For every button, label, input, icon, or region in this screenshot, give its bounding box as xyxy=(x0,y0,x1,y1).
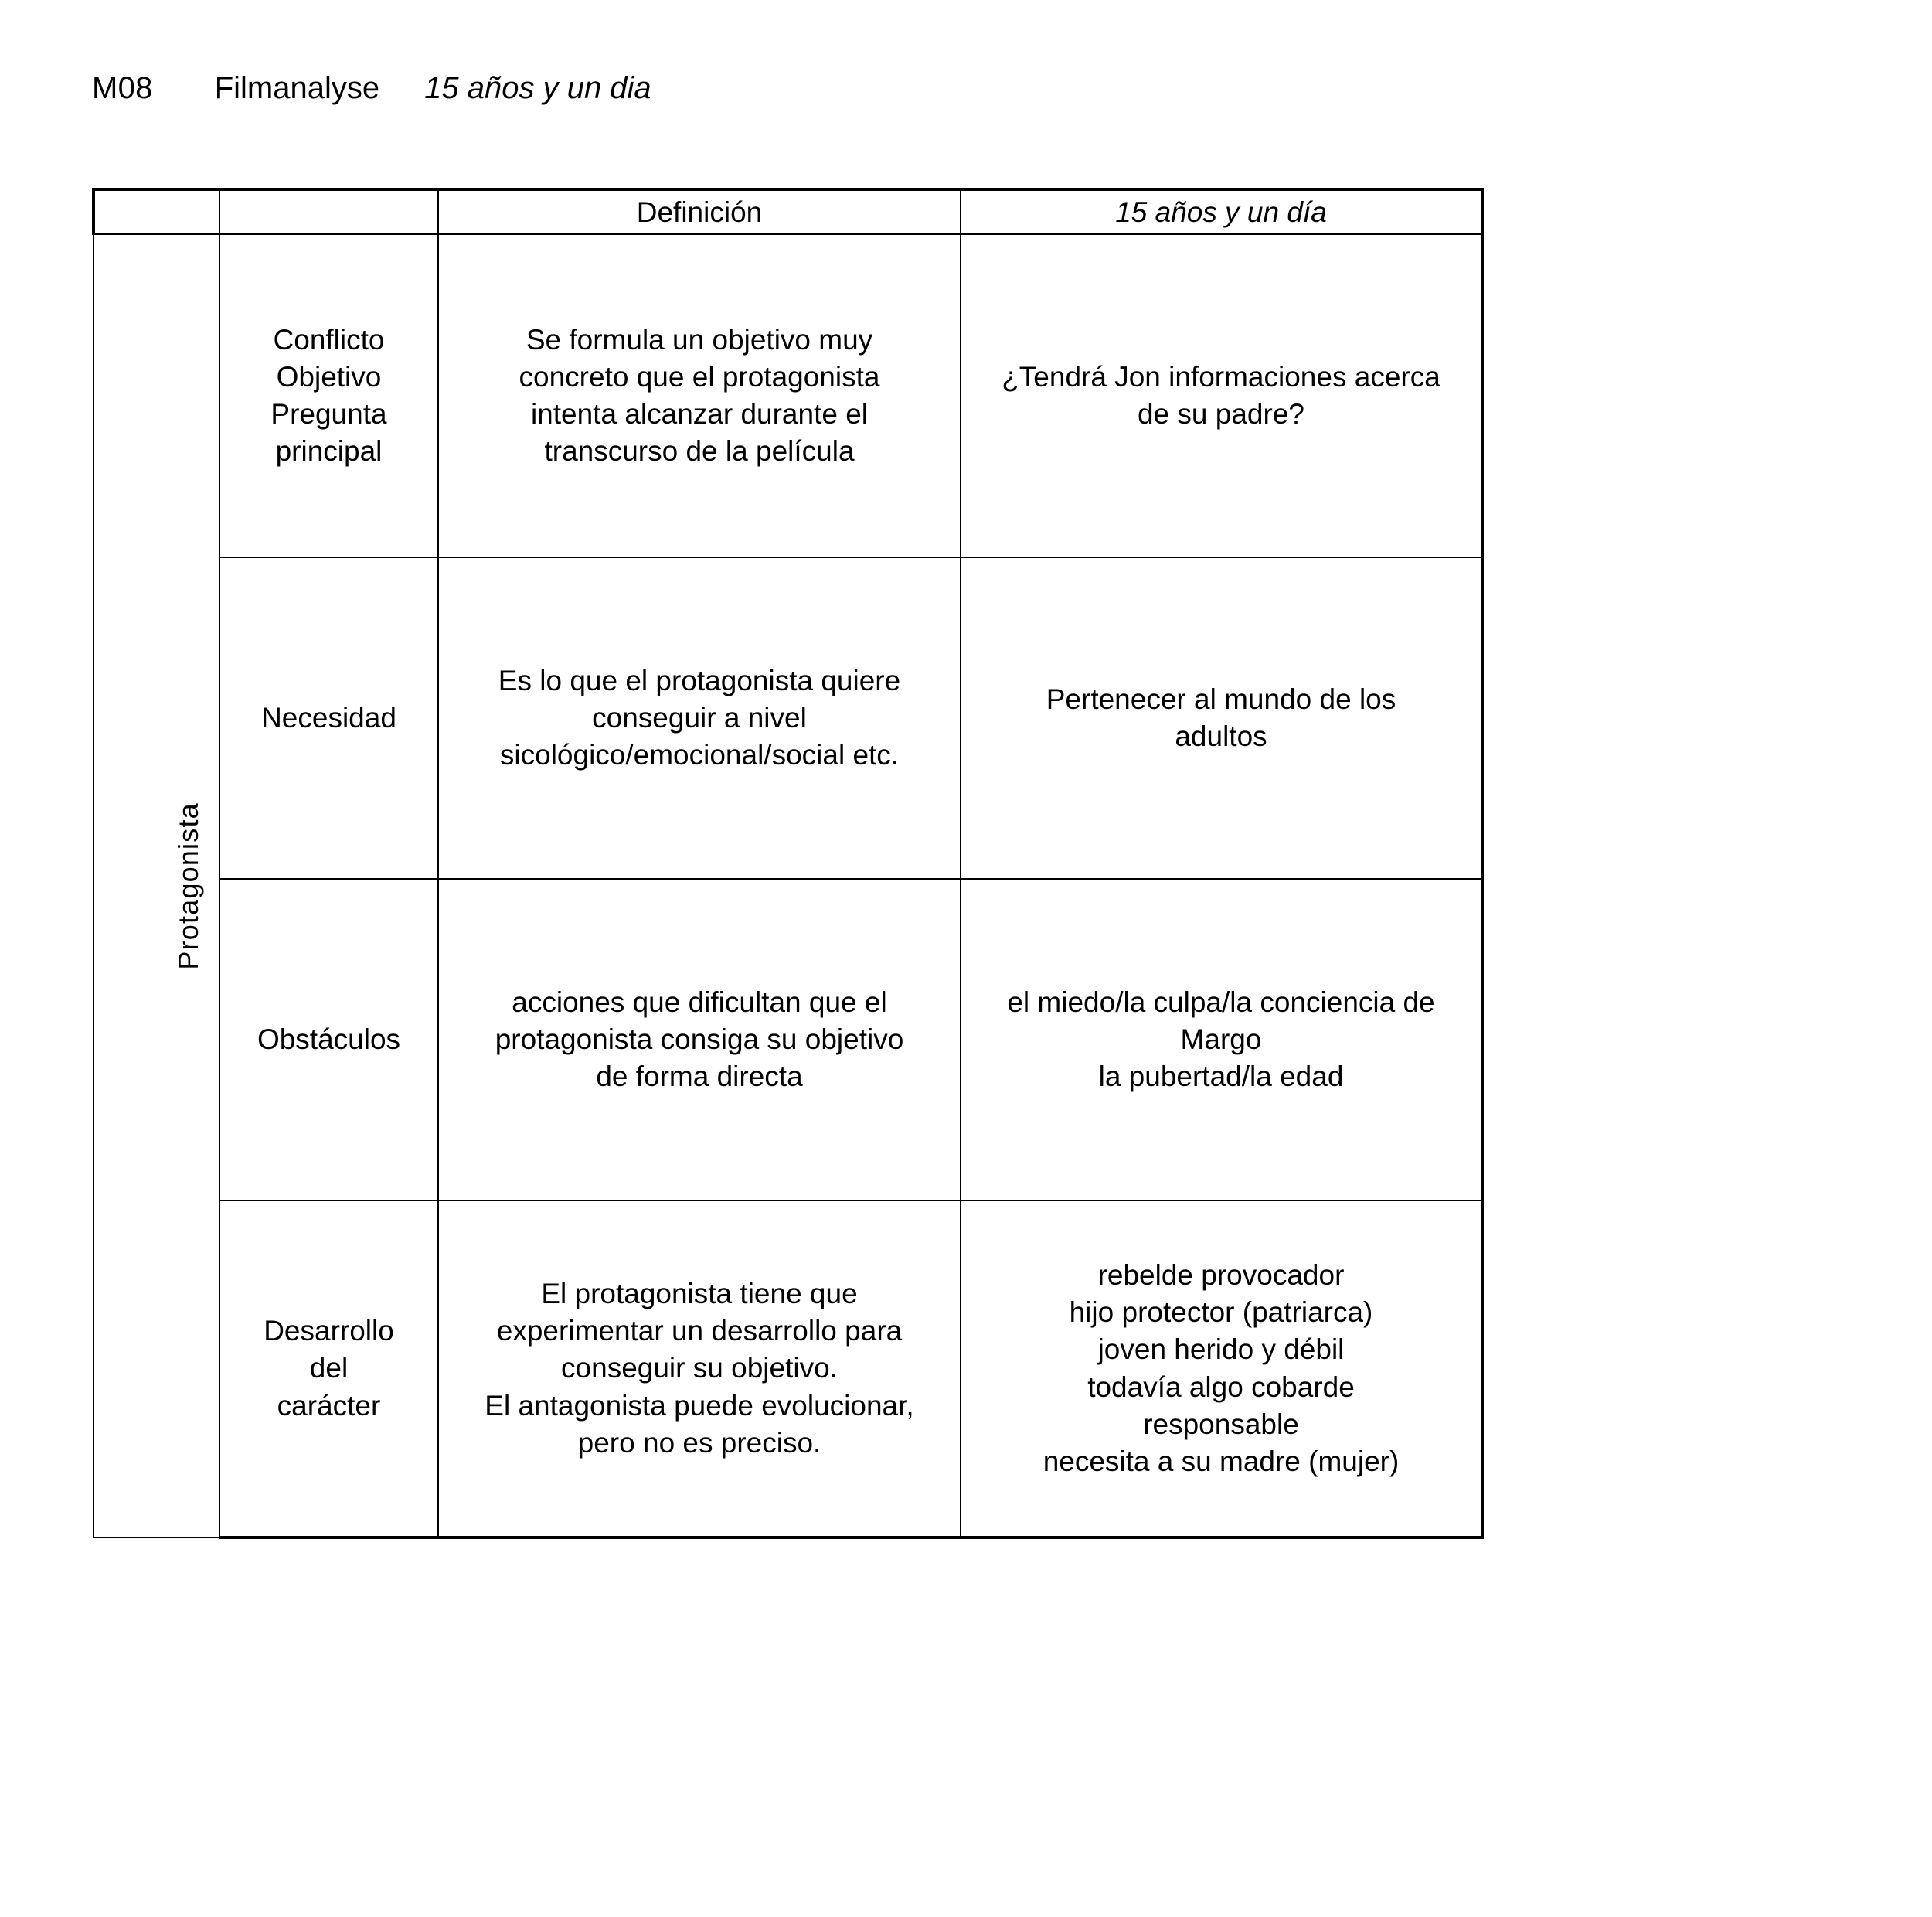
film-cell xyxy=(961,557,1482,879)
table-row xyxy=(94,1200,1482,1537)
cell-line: hijo protector (patriarca) xyxy=(1069,1296,1373,1329)
cell-line: conseguir su objetivo. xyxy=(561,1352,838,1384)
cell-line: sicológico/emocional/social etc. xyxy=(499,739,900,771)
table-row xyxy=(94,879,1482,1200)
definition-cell xyxy=(438,879,961,1200)
cell-line: carácter xyxy=(277,1389,381,1422)
subject-label: Filmanalyse xyxy=(214,71,380,105)
cell-line: concreto que el protagonista xyxy=(519,360,880,393)
definition-cell xyxy=(438,557,961,879)
header-cell-definition: Definición xyxy=(438,189,961,234)
cell-line: del xyxy=(309,1352,349,1384)
definition-cell xyxy=(438,234,961,557)
cell-line: el miedo/la culpa/la conciencia de xyxy=(1007,986,1435,1018)
cell-line: la pubertad/la edad xyxy=(1098,1061,1344,1093)
cell-line: Necesidad xyxy=(261,701,396,734)
cell-line: principal xyxy=(275,435,383,468)
header-cell-spacer-1 xyxy=(94,189,219,234)
row-group-label: Protagonista xyxy=(172,802,204,970)
cell-line: Objetivo xyxy=(276,360,382,393)
cell-line: de forma directa xyxy=(596,1061,803,1093)
cell-line: transcurso de la película xyxy=(544,435,855,468)
cell-line: necesita a su madre (mujer) xyxy=(1043,1445,1400,1477)
cell-line: Se formula un objetivo muy xyxy=(526,323,873,356)
page-header xyxy=(92,71,651,106)
module-code: M08 xyxy=(92,71,153,105)
cell-line: acciones que dificultan que el xyxy=(512,986,887,1018)
cell-line: Obstáculos xyxy=(257,1023,401,1055)
cell-line: rebelde provocador xyxy=(1097,1259,1345,1292)
cell-line: Conflicto xyxy=(273,323,385,356)
cell-line: Pregunta xyxy=(270,398,387,430)
cell-line: El protagonista tiene que xyxy=(541,1278,858,1310)
cell-line: responsable xyxy=(1143,1408,1299,1440)
term-cell xyxy=(219,1200,438,1537)
cell-line: Margo xyxy=(1180,1023,1262,1055)
term-cell xyxy=(219,879,438,1200)
header-cell-film: 15 años y un día xyxy=(961,189,1482,234)
cell-line: pero no es preciso. xyxy=(577,1426,821,1459)
cell-line: joven herido y débil xyxy=(1097,1333,1345,1366)
cell-line: adultos xyxy=(1175,720,1267,752)
table-row xyxy=(94,557,1482,879)
film-title: 15 años y un dia xyxy=(424,71,651,105)
row-group-protagonista xyxy=(94,234,219,1537)
cell-line: intenta alcanzar durante el xyxy=(530,398,869,430)
term-cell xyxy=(219,557,438,879)
cell-line: ¿Tendrá Jon informaciones acerca xyxy=(1002,360,1440,393)
cell-line: conseguir a nivel xyxy=(592,701,807,734)
film-cell xyxy=(961,234,1482,557)
term-cell xyxy=(219,234,438,557)
cell-line: Desarrollo xyxy=(264,1315,394,1347)
table-header-row xyxy=(94,189,1482,234)
cell-line: protagonista consiga su objetivo xyxy=(495,1023,904,1055)
cell-line: experimentar un desarrollo para xyxy=(496,1315,903,1347)
film-cell xyxy=(961,879,1482,1200)
cell-line: Pertenecer al mundo de los xyxy=(1046,683,1396,715)
film-analysis-table xyxy=(92,188,1484,1539)
cell-line: todavía algo cobarde xyxy=(1087,1371,1355,1403)
cell-line: El antagonista puede evolucionar, xyxy=(485,1389,914,1422)
definition-cell xyxy=(438,1200,961,1537)
film-cell xyxy=(961,1200,1482,1537)
header-cell-spacer-2 xyxy=(219,189,438,234)
cell-line: de su padre? xyxy=(1137,398,1304,430)
table-row xyxy=(94,234,1482,557)
cell-line: Es lo que el protagonista quiere xyxy=(498,664,901,696)
